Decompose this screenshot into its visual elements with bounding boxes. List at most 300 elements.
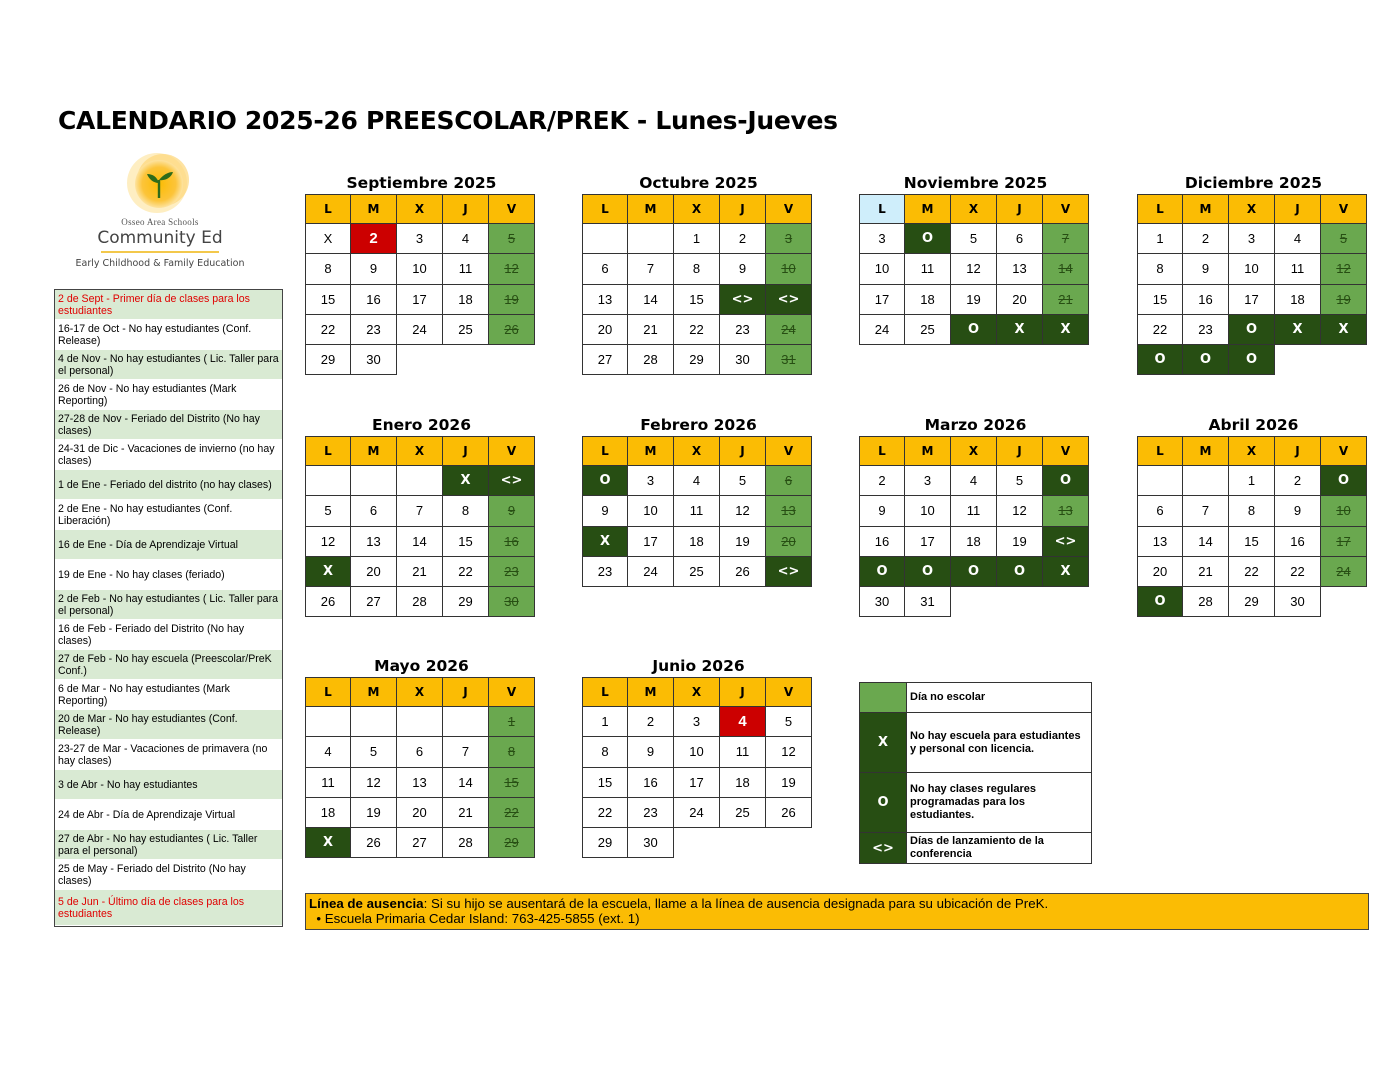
day-cell: 21	[397, 557, 443, 587]
day-cell: 20	[397, 798, 443, 828]
day-cell: 29	[582, 828, 628, 858]
day-cell: 15	[305, 285, 351, 315]
day-cell: 7	[397, 496, 443, 526]
day-cell: 12	[720, 496, 766, 526]
day-cell: 16	[351, 285, 397, 315]
day-cell: 10	[1321, 496, 1367, 526]
absence-text: : Si su hijo se ausentará de la escuela, llame a la línea de ausencia designada para su ubicación de PreK.	[423, 896, 1049, 911]
empty-cell	[766, 828, 812, 858]
month-title: Junio 2026	[652, 657, 745, 675]
day-cell: 23	[720, 315, 766, 345]
day-cell: 17	[859, 285, 905, 315]
day-cell: <>	[1043, 527, 1089, 557]
empty-cell	[951, 587, 997, 617]
weekday-header: J	[1275, 194, 1321, 224]
weekday-header: V	[766, 436, 812, 466]
weekday-header: X	[397, 677, 443, 707]
day-cell: X	[1321, 315, 1367, 345]
legend-row	[860, 833, 1091, 863]
day-cell: 6	[397, 737, 443, 767]
day-cell: 30	[859, 587, 905, 617]
day-cell: 19	[951, 285, 997, 315]
day-cell: 27	[582, 345, 628, 375]
day-cell: 2	[628, 707, 674, 737]
day-cell: X	[582, 527, 628, 557]
weekday-header: J	[443, 436, 489, 466]
month-calendar	[859, 414, 1092, 617]
day-cell: X	[997, 315, 1043, 345]
day-cell: 22	[489, 798, 535, 828]
weekday-header: L	[305, 677, 351, 707]
day-cell: 21	[628, 315, 674, 345]
day-cell: X	[1043, 315, 1089, 345]
day-cell: 13	[1137, 527, 1183, 557]
day-cell: 7	[443, 737, 489, 767]
day-cell	[628, 224, 674, 254]
legend-text: Día no escolar	[910, 691, 986, 703]
day-cell: 21	[1043, 285, 1089, 315]
month-title: Diciembre 2025	[1184, 174, 1323, 192]
logo-tagline: Early Childhood & Family Education	[75, 258, 245, 269]
day-cell: 28	[443, 828, 489, 858]
legend-text: No hay escuela para estudiantes y personal con licencia.	[910, 729, 1081, 755]
day-cell	[582, 224, 628, 254]
month-grid	[305, 436, 538, 617]
weekday-header: L	[582, 677, 628, 707]
weekday-header: V	[489, 194, 535, 224]
day-cell: 9	[628, 737, 674, 767]
page-title: CALENDARIO 2025-26 PREESCOLAR/PREK - Lunes-Jueves	[58, 106, 838, 135]
event-item: 1 de Ene - Feriado del distrito (no hay clases)	[55, 470, 282, 500]
absence-label: Línea de ausencia	[309, 896, 424, 911]
day-cell: 14	[397, 527, 443, 557]
day-cell: 30	[1275, 587, 1321, 617]
day-cell: 11	[305, 768, 351, 798]
day-cell: 5	[951, 224, 997, 254]
legend-text: Días de lanzamiento de la conferencia	[910, 835, 1044, 860]
month-calendar	[305, 172, 538, 375]
event-item: 26 de Nov - No hay estudiantes (Mark Reporting)	[55, 380, 282, 410]
day-cell: 15	[443, 527, 489, 557]
weekday-header: M	[905, 436, 951, 466]
day-cell: 14	[1183, 527, 1229, 557]
day-cell: 10	[628, 496, 674, 526]
empty-cell	[1321, 345, 1367, 375]
day-cell: 6	[351, 496, 397, 526]
logo-name: Community Ed	[97, 228, 223, 248]
empty-cell	[443, 345, 489, 375]
absence-note	[305, 893, 1369, 930]
legend-text: No hay clases regulares programadas para los estudiantes.	[910, 783, 1036, 821]
day-cell: 23	[351, 315, 397, 345]
day-cell: 1	[1137, 224, 1183, 254]
weekday-header: X	[397, 436, 443, 466]
day-cell: O	[582, 466, 628, 496]
day-cell: 20	[351, 557, 397, 587]
legend-swatch: X	[860, 713, 907, 772]
day-cell: 10	[1229, 254, 1275, 284]
month-calendar	[305, 655, 538, 858]
event-item: 16-17 de Oct - No hay estudiantes (Conf. Release)	[55, 320, 282, 350]
weekday-header: L	[582, 436, 628, 466]
day-cell: 30	[720, 345, 766, 375]
day-cell: 4	[720, 707, 766, 737]
event-item: 5 de Jun - Último día de clases para los estudiantes	[55, 890, 282, 926]
day-cell: 16	[859, 527, 905, 557]
weekday-header: X	[1229, 194, 1275, 224]
day-cell: 3	[905, 466, 951, 496]
empty-cell	[1275, 345, 1321, 375]
month-grid	[582, 194, 815, 375]
month-grid	[859, 436, 1092, 617]
day-cell: O	[1321, 466, 1367, 496]
day-cell: 21	[443, 798, 489, 828]
logo-rule	[101, 251, 219, 253]
day-cell: 31	[766, 345, 812, 375]
day-cell: 13	[766, 496, 812, 526]
logo	[60, 150, 260, 285]
weekday-header: M	[1183, 194, 1229, 224]
day-cell: 14	[628, 285, 674, 315]
day-cell: 24	[628, 557, 674, 587]
day-cell: 13	[1043, 496, 1089, 526]
day-cell: 11	[443, 254, 489, 284]
day-cell: 24	[397, 315, 443, 345]
day-cell: O	[1137, 587, 1183, 617]
day-cell: 9	[582, 496, 628, 526]
day-cell: 23	[582, 557, 628, 587]
day-cell: 15	[1229, 527, 1275, 557]
day-cell: 17	[1229, 285, 1275, 315]
day-cell: 27	[397, 828, 443, 858]
day-cell: O	[859, 557, 905, 587]
day-cell: 5	[351, 737, 397, 767]
event-item: 27 de Feb - No hay escuela (Preescolar/PreK Conf.)	[55, 650, 282, 680]
day-cell: 28	[397, 587, 443, 617]
day-cell: 9	[489, 496, 535, 526]
empty-cell	[997, 587, 1043, 617]
weekday-header: V	[489, 677, 535, 707]
day-cell: 3	[628, 466, 674, 496]
day-cell: 10	[905, 496, 951, 526]
day-cell: 23	[1183, 315, 1229, 345]
day-cell: 10	[397, 254, 443, 284]
day-cell: 17	[905, 527, 951, 557]
empty-cell	[397, 345, 443, 375]
day-cell: 14	[1043, 254, 1089, 284]
day-cell: 22	[305, 315, 351, 345]
month-calendar	[1137, 172, 1370, 375]
day-cell: O	[1043, 466, 1089, 496]
day-cell: 29	[674, 345, 720, 375]
day-cell: <>	[766, 285, 812, 315]
month-grid	[582, 677, 815, 858]
day-cell: 26	[305, 587, 351, 617]
day-cell: 18	[951, 527, 997, 557]
day-cell: 9	[1183, 254, 1229, 284]
day-cell: 11	[905, 254, 951, 284]
month-calendar	[582, 414, 815, 587]
day-cell: 3	[1229, 224, 1275, 254]
day-cell: 13	[997, 254, 1043, 284]
weekday-header: X	[674, 194, 720, 224]
legend-swatch: O	[860, 773, 907, 832]
day-cell: 18	[443, 285, 489, 315]
event-item: 25 de May - Feriado del Distrito (No hay clases)	[55, 860, 282, 890]
day-cell: 7	[628, 254, 674, 284]
weekday-header: V	[489, 436, 535, 466]
weekday-header: X	[1229, 436, 1275, 466]
day-cell: 25	[443, 315, 489, 345]
day-cell: 12	[351, 768, 397, 798]
day-cell: 22	[1137, 315, 1183, 345]
day-cell: 25	[720, 798, 766, 828]
weekday-header: L	[582, 194, 628, 224]
weekday-header: M	[1183, 436, 1229, 466]
month-grid	[859, 194, 1092, 345]
month-calendar	[582, 655, 815, 858]
month-calendar	[305, 414, 538, 617]
day-cell: 14	[443, 768, 489, 798]
weekday-header: M	[351, 194, 397, 224]
weekday-header: L	[859, 436, 905, 466]
weekday-header: J	[720, 194, 766, 224]
day-cell: 8	[1137, 254, 1183, 284]
day-cell: 4	[674, 466, 720, 496]
month-calendar	[1137, 414, 1370, 617]
day-cell: 30	[628, 828, 674, 858]
day-cell	[1183, 466, 1229, 496]
day-cell: 18	[1275, 285, 1321, 315]
day-cell: 17	[397, 285, 443, 315]
day-cell: 11	[951, 496, 997, 526]
day-cell: 16	[1183, 285, 1229, 315]
month-grid	[582, 436, 815, 587]
day-cell: 12	[1321, 254, 1367, 284]
weekday-header: V	[1321, 194, 1367, 224]
day-cell: 24	[859, 315, 905, 345]
day-cell: X	[305, 557, 351, 587]
day-cell: 1	[1229, 466, 1275, 496]
weekday-header: V	[766, 677, 812, 707]
weekday-header: V	[1321, 436, 1367, 466]
day-cell: 17	[1321, 527, 1367, 557]
day-cell: 17	[674, 768, 720, 798]
day-cell: 5	[720, 466, 766, 496]
day-cell: <>	[489, 466, 535, 496]
day-cell: 11	[1275, 254, 1321, 284]
day-cell	[397, 466, 443, 496]
legend-row	[860, 773, 1091, 833]
day-cell: 18	[674, 527, 720, 557]
day-cell: 7	[1183, 496, 1229, 526]
day-cell: 12	[489, 254, 535, 284]
event-item: 16 de Ene - Día de Aprendizaje Virtual	[55, 530, 282, 560]
day-cell: X	[305, 828, 351, 858]
weekday-header: J	[997, 436, 1043, 466]
weekday-header: M	[351, 677, 397, 707]
day-cell: 28	[1183, 587, 1229, 617]
month-title: Marzo 2026	[924, 416, 1027, 434]
weekday-header: M	[905, 194, 951, 224]
event-item: 23-27 de Mar - Vacaciones de primavera (no hay clases)	[55, 740, 282, 770]
empty-cell	[489, 345, 535, 375]
day-cell: 4	[1275, 224, 1321, 254]
day-cell: 1	[582, 707, 628, 737]
day-cell: 9	[859, 496, 905, 526]
day-cell: 20	[997, 285, 1043, 315]
day-cell: 19	[720, 527, 766, 557]
empty-cell	[674, 828, 720, 858]
day-cell: 28	[628, 345, 674, 375]
weekday-header: J	[720, 436, 766, 466]
day-cell: 20	[1137, 557, 1183, 587]
day-cell: 8	[582, 737, 628, 767]
day-cell: O	[951, 315, 997, 345]
day-cell: 18	[905, 285, 951, 315]
month-title: Octubre 2025	[639, 174, 758, 192]
weekday-header: L	[1137, 436, 1183, 466]
day-cell: 18	[720, 768, 766, 798]
day-cell: 15	[674, 285, 720, 315]
day-cell: 2	[1183, 224, 1229, 254]
empty-cell	[1043, 587, 1089, 617]
day-cell: 19	[489, 285, 535, 315]
month-grid	[1137, 194, 1370, 375]
day-cell	[305, 466, 351, 496]
legend-swatch	[860, 683, 907, 712]
day-cell: 10	[766, 254, 812, 284]
event-item: 19 de Ene - No hay clases (feriado)	[55, 560, 282, 590]
weekday-header: M	[351, 436, 397, 466]
day-cell	[305, 707, 351, 737]
day-cell: 22	[1229, 557, 1275, 587]
day-cell: 29	[489, 828, 535, 858]
weekday-header: X	[397, 194, 443, 224]
day-cell: 3	[859, 224, 905, 254]
month-title: Enero 2026	[372, 416, 471, 434]
day-cell: 2	[351, 224, 397, 254]
day-cell: 20	[766, 527, 812, 557]
day-cell: 6	[1137, 496, 1183, 526]
day-cell: X	[1043, 557, 1089, 587]
day-cell: 29	[1229, 587, 1275, 617]
day-cell: 24	[674, 798, 720, 828]
month-grid	[1137, 436, 1370, 617]
day-cell	[443, 707, 489, 737]
event-item: 3 de Abr - No hay estudiantes	[55, 770, 282, 800]
weekday-header: V	[1043, 194, 1089, 224]
day-cell: X	[305, 224, 351, 254]
event-item: 16 de Feb - Feriado del Distrito (No hay clases)	[55, 620, 282, 650]
day-cell: 23	[489, 557, 535, 587]
day-cell: 5	[1321, 224, 1367, 254]
day-cell: O	[1183, 345, 1229, 375]
day-cell: 19	[766, 768, 812, 798]
day-cell: 15	[489, 768, 535, 798]
day-cell: 12	[997, 496, 1043, 526]
day-cell: 3	[766, 224, 812, 254]
day-cell: 4	[305, 737, 351, 767]
weekday-header: M	[628, 194, 674, 224]
day-cell: 5	[766, 707, 812, 737]
month-calendar	[582, 172, 815, 375]
event-item: 24 de Abr - Día de Aprendizaje Virtual	[55, 800, 282, 830]
day-cell	[397, 707, 443, 737]
weekday-header: L	[859, 194, 905, 224]
day-cell: 8	[305, 254, 351, 284]
day-cell: 6	[582, 254, 628, 284]
day-cell: 1	[489, 707, 535, 737]
month-title: Abril 2026	[1208, 416, 1299, 434]
event-item: 27-28 de Nov - Feriado del Distrito (No hay clases)	[55, 410, 282, 440]
day-cell: 24	[1321, 557, 1367, 587]
day-cell: 6	[997, 224, 1043, 254]
day-cell: O	[905, 557, 951, 587]
day-cell: X	[1275, 315, 1321, 345]
day-cell: 9	[720, 254, 766, 284]
day-cell: 22	[443, 557, 489, 587]
day-cell: O	[951, 557, 997, 587]
event-item: 6 de Mar - No hay estudiantes (Mark Reporting)	[55, 680, 282, 710]
day-cell: 29	[305, 345, 351, 375]
absence-line	[309, 896, 1365, 911]
day-cell: 9	[351, 254, 397, 284]
day-cell: O	[1229, 345, 1275, 375]
day-cell: 16	[1275, 527, 1321, 557]
day-cell: <>	[766, 557, 812, 587]
weekday-header: X	[951, 436, 997, 466]
day-cell: 11	[720, 737, 766, 767]
day-cell: 30	[351, 345, 397, 375]
day-cell: 30	[489, 587, 535, 617]
weekday-header: J	[997, 194, 1043, 224]
day-cell: 8	[443, 496, 489, 526]
weekday-header: J	[443, 194, 489, 224]
legend	[859, 682, 1092, 864]
day-cell: 31	[905, 587, 951, 617]
day-cell: 5	[305, 496, 351, 526]
day-cell: 8	[489, 737, 535, 767]
month-grid	[305, 677, 538, 858]
day-cell: 26	[351, 828, 397, 858]
day-cell: 10	[674, 737, 720, 767]
weekday-header: V	[766, 194, 812, 224]
month-grid	[305, 194, 538, 375]
legend-row	[860, 713, 1091, 773]
day-cell: 23	[628, 798, 674, 828]
day-cell: 8	[1229, 496, 1275, 526]
day-cell: 13	[582, 285, 628, 315]
day-cell	[351, 466, 397, 496]
day-cell: 19	[997, 527, 1043, 557]
day-cell: 29	[443, 587, 489, 617]
day-cell: 13	[397, 768, 443, 798]
day-cell: 9	[1275, 496, 1321, 526]
day-cell: 19	[1321, 285, 1367, 315]
day-cell: 15	[582, 768, 628, 798]
day-cell: 22	[674, 315, 720, 345]
event-item: 2 de Feb - No hay estudiantes ( Lic. Taller para el personal)	[55, 590, 282, 620]
month-title: Noviembre 2025	[903, 174, 1048, 192]
day-cell: 26	[720, 557, 766, 587]
day-cell: 12	[951, 254, 997, 284]
day-cell: 8	[674, 254, 720, 284]
day-cell: 24	[766, 315, 812, 345]
event-item: 20 de Mar - No hay estudiantes (Conf. Release)	[55, 710, 282, 740]
day-cell: 21	[1183, 557, 1229, 587]
day-cell: 3	[674, 707, 720, 737]
